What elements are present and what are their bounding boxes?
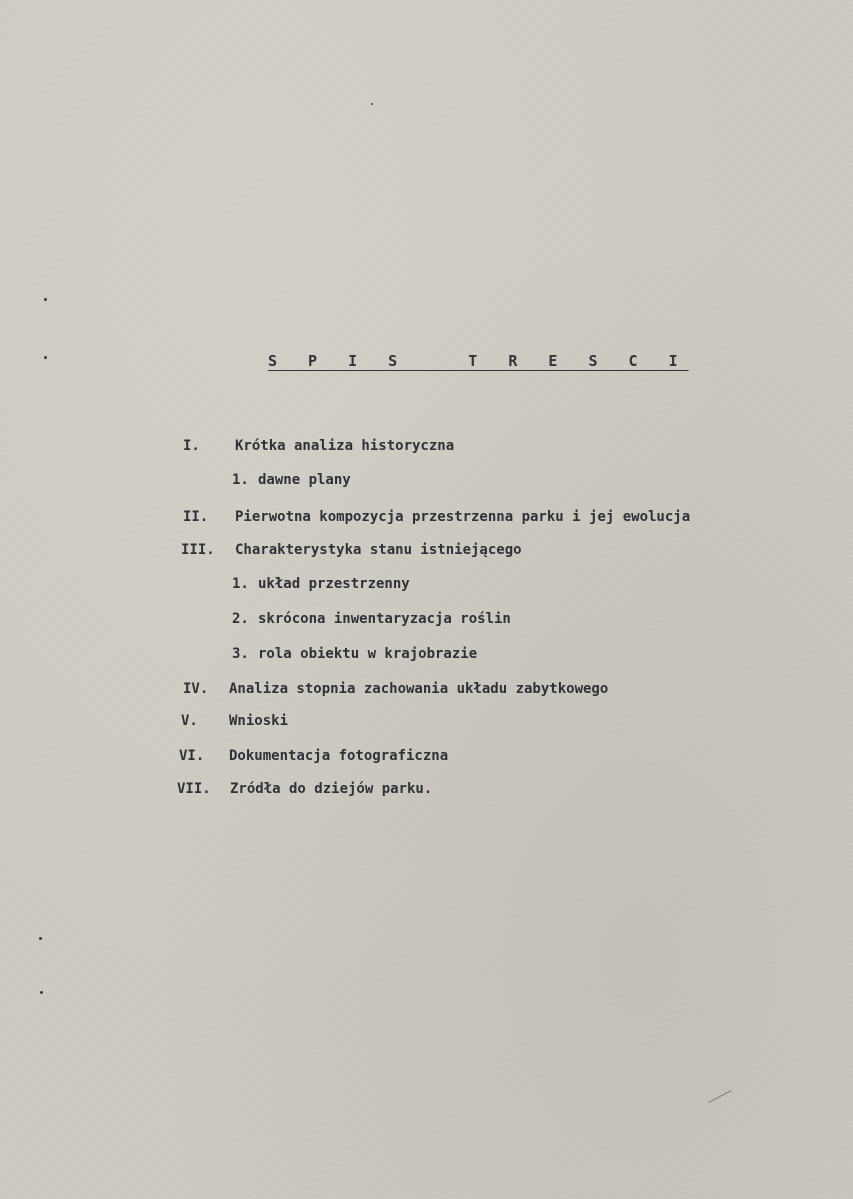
ink-speck: [44, 356, 47, 359]
toc-entry-text: Wnioski: [229, 713, 289, 729]
ink-speck: [44, 298, 47, 301]
page-title: S P I S T R E S C I: [268, 352, 689, 370]
toc-entry-text: rola obiektu w krajobrazie: [258, 646, 478, 662]
toc-entry-text: Analiza stopnia zachowania układu zabytkowego: [229, 681, 609, 697]
toc-entry-text: Dokumentacja fotograficzna: [229, 748, 449, 764]
ink-speck: [371, 103, 373, 105]
toc-entry-number: III.: [181, 542, 215, 558]
toc-entry-text: Zródła do dziejów parku.: [230, 781, 433, 797]
toc-entry-text: Charakterystyka stanu istniejącego: [235, 542, 522, 558]
toc-entry-text: Krótka analiza historyczna: [235, 438, 455, 454]
toc-entry-number: V.: [181, 713, 198, 729]
toc-entry-text: Pierwotna kompozycja przestrzenna parku i jej ewolucja: [235, 509, 691, 525]
toc-entry-number: VII.: [177, 781, 211, 797]
toc-entry-number: VI.: [179, 748, 205, 764]
toc-entry-number: 2.: [232, 611, 249, 627]
toc-entry-number: IV.: [183, 681, 209, 697]
toc-entry-number: 1.: [232, 472, 249, 488]
toc-entry-number: 3.: [232, 646, 249, 662]
ink-speck: [39, 937, 42, 940]
toc-entry-number: 1.: [232, 576, 249, 592]
ink-speck: [40, 991, 43, 994]
toc-entry-text: dawne plany: [258, 472, 351, 488]
toc-entry-number: II.: [183, 509, 209, 525]
toc-entry-text: układ przestrzenny: [258, 576, 410, 592]
toc-entry-text: skrócona inwentaryzacja roślin: [258, 611, 511, 627]
toc-entry-number: I.: [183, 438, 200, 454]
